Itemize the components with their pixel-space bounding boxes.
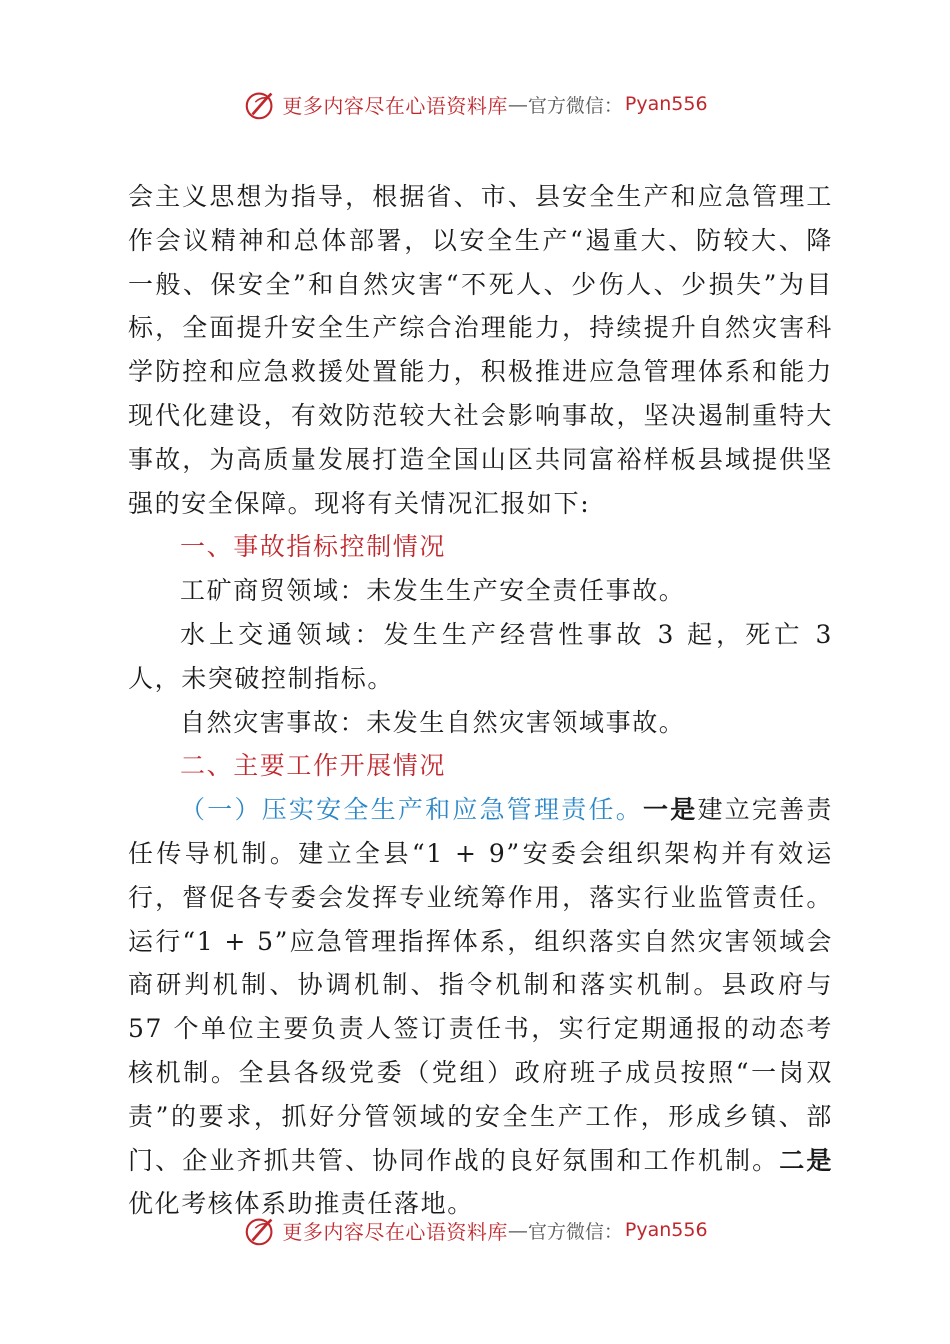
section-heading-1: 一、事故指标控制情况 [180,532,447,562]
paragraph-responsibility-text-2: 优化考核体系助推责任落地。 [128,1189,474,1219]
watermark-handle: Pyan556 [624,93,708,115]
watermark-footer [0,1210,950,1250]
watermark-label: 官方微信： [527,1220,623,1243]
watermark-header [0,84,950,124]
watermark-separator: — [507,92,528,116]
subsection-heading-1: （一）压实安全生产和应急管理责任。 [180,795,643,825]
paragraph-natural-disaster: 自然灾害事故：未发生自然灾害领域事故。 [180,707,686,737]
paragraph-water-traffic: 水上交通领域：发生生产经营性事故 3 起，死亡 3 人，未突破控制指标。 [128,619,833,693]
lead-first: 一是 [642,795,698,825]
paragraph-industry: 工矿商贸领域：未发生生产安全责任事故。 [180,576,686,606]
paragraph-responsibility [128,788,833,1226]
pen-nib-logo-icon [242,85,280,123]
pen-nib-logo-icon [242,1211,280,1249]
document-body [128,175,833,1226]
watermark-separator: — [507,1218,528,1242]
watermark-brand: 更多内容尽在心语资料库 [282,93,508,118]
section-heading-2: 二、主要工作开展情况 [180,751,447,781]
paragraph-responsibility-text: 建立完善责任传导机制。建立全县“1 + 9”安委会组织架构并有效运行，督促各专委会发挥专业统筹作用，落实行业监管责任。运行“1 + 5”应急管理指挥体系，组织落实自然灾害领域会商研判机制、协调机制、指令机制和落实机制。县政府与 57 个单位主要负责人签订责任书，实行定期通报的动态考核机制。全县各级党委（党组）政府班子成员按照“一岗双责”的要求，抓好分管领域的安全生产工作，形成乡镇、部门、企业齐抓共管、协同作战的良好氛围和工作机制。 [128,795,833,1175]
lead-second: 二是 [779,1145,834,1175]
watermark-brand: 更多内容尽在心语资料库 [282,1219,508,1244]
paragraph-intro: 会主义思想为指导，根据省、市、县安全生产和应急管理工作会议精神和总体部署，以安全生产“遏重大、防较大、降一般、保安全”和自然灾害“不死人、少伤人、少损失”为目标，全面提升安全生产综合治理能力，持续提升自然灾害科学防控和应急救援处置能力，积极推进应急管理体系和能力现代化建设，有效防范较大社会影响事故，坚决遏制重特大事故，为高质量发展打造全国山区共同富裕样板县域提供坚强的安全保障。现将有关情况汇报如下: [128,182,833,518]
watermark-label: 官方微信： [527,94,623,117]
watermark-handle: Pyan556 [624,1219,708,1241]
